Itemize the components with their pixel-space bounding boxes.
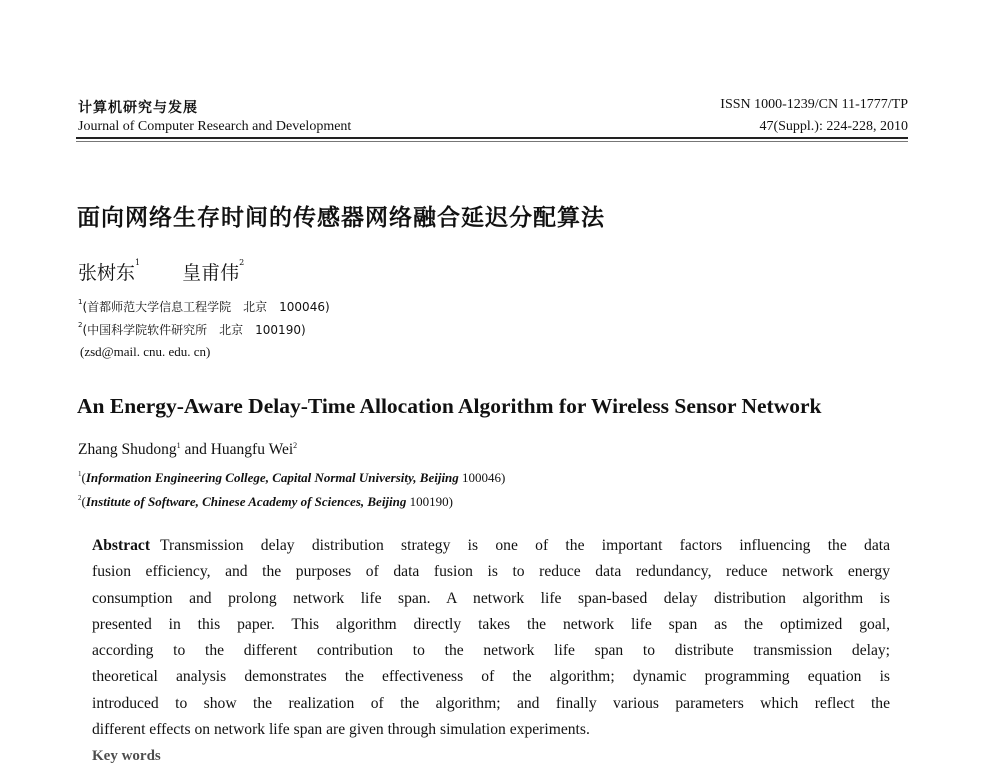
- abstract: [92, 533, 890, 743]
- aff-text: (首都师范大学信息工程学院 北京 100046): [82, 300, 330, 314]
- abstract-line: fusion efficiency, and the purposes of data fusion is to reduce data redundancy, reduce network energy: [92, 563, 890, 581]
- journal-name-cn: 计算机研究与发展: [78, 100, 198, 116]
- abstract-line: theoretical analysis demonstrates the effectiveness of the algorithm; dynamic programming equation is: [92, 668, 890, 686]
- issn: ISSN 1000-1239/CN 11-1777/TP: [720, 97, 908, 112]
- abstract-line: consumption and prolong network life span. A network life span-based delay distribution algorithm is: [92, 589, 890, 607]
- aff-sup: 1: [78, 470, 82, 478]
- author-name: 皇甫伟: [182, 262, 240, 284]
- affiliation-cn: [78, 321, 306, 338]
- title-cn: 面向网络生存时间的传感器网络融合延迟分配算法: [77, 205, 605, 231]
- aff-sup: 1: [78, 298, 83, 306]
- email: (zsd@mail. cnu. edu. cn): [80, 344, 211, 359]
- authors-en: [78, 441, 297, 459]
- aff-org: Institute of Software, Chinese Academy of Sciences, Beijing: [85, 494, 407, 509]
- volume-pages: 47(Suppl.): 224-228, 2010: [759, 119, 908, 134]
- authors-cn: [78, 258, 244, 285]
- aff-sup: 2: [78, 321, 83, 329]
- abstract-line: different effects on network life span are given through simulation experiments.: [92, 721, 590, 739]
- author-name: Huangfu Wei: [210, 441, 294, 458]
- author-sup: 1: [176, 441, 181, 450]
- abstract-label: Abstract: [92, 537, 151, 554]
- aff-code: 100046): [462, 470, 506, 485]
- abstract-text: Transmission delay distribution strategy is one of the important factors influencing the data: [160, 537, 890, 554]
- author-name: 张树东: [78, 262, 136, 284]
- author-sup: 2: [239, 258, 245, 267]
- affiliation-en: $^1$(Information Engineering College, Capital Normal University, Beijing 100046): [78, 470, 506, 485]
- author-sup: 2: [293, 441, 298, 450]
- aff-sup: 2: [78, 494, 82, 502]
- author-name: Zhang Shudong: [78, 441, 177, 458]
- header-rule-thin: [76, 141, 908, 142]
- abstract-line: introduced to show the realization of the algorithm; and finally various parameters which reflect the: [92, 694, 890, 712]
- aff-org: Information Engineering College, Capital Normal University, Beijing: [85, 470, 459, 485]
- author-connector: and: [184, 441, 207, 458]
- header-rule: [76, 137, 908, 139]
- abstract-line: presented in this paper. This algorithm directly takes the network life span as the optimized goal,: [92, 615, 890, 633]
- journal-name-en: Journal of Computer Research and Development: [78, 119, 352, 134]
- aff-code: 100190): [409, 494, 453, 509]
- keywords-label: Key words: [92, 748, 161, 764]
- aff-text: (中国科学院软件研究所 北京 100190): [82, 323, 306, 337]
- affiliation-en: $^2$(Institute of Software, Chinese Academy of Sciences, Beijing 100190): [78, 494, 453, 509]
- abstract-line: according to the different contribution to the network life span to distribute transmission delay;: [92, 642, 890, 660]
- author-sup: 1: [135, 258, 141, 267]
- title-en: An Energy-Aware Delay-Time Allocation Algorithm for Wireless Sensor Network: [77, 394, 822, 418]
- abstract-line: [92, 533, 890, 559]
- affiliation-cn: [78, 298, 330, 315]
- keywords: [92, 748, 171, 765]
